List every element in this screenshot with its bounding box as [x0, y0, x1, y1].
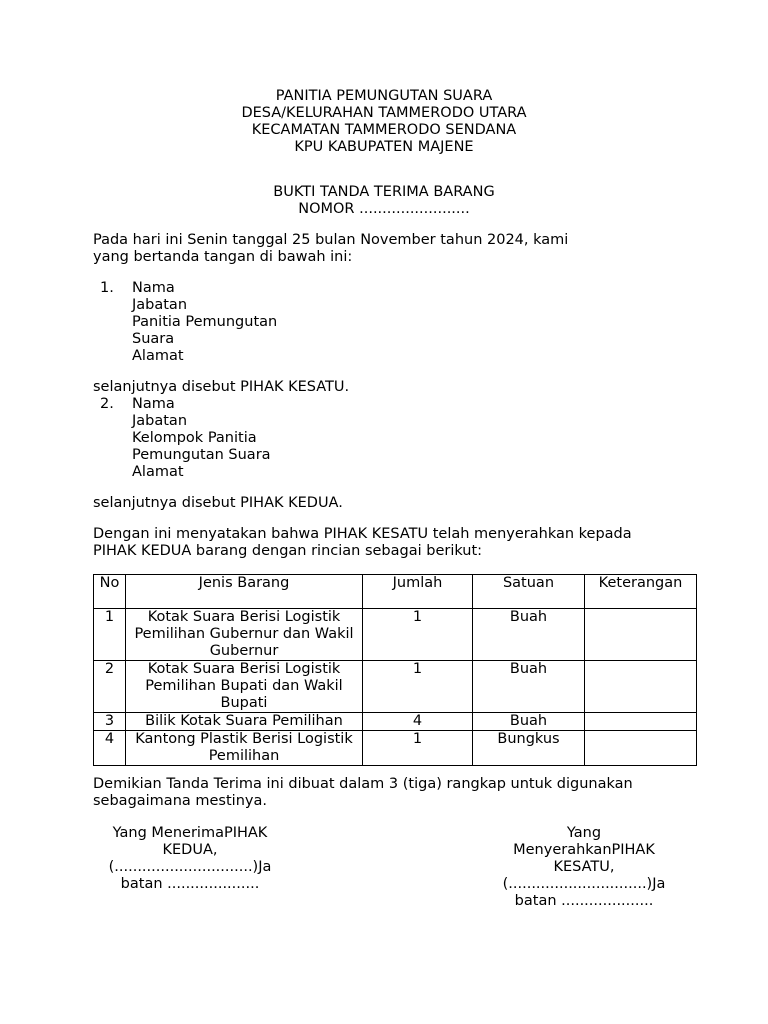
intro-line-1: Pada hari ini Senin tanggal 25 bulan November tahun 2024, kami: [93, 232, 569, 248]
cell-jenis-barang: Kantong Plastik Berisi Logistik Pemilihan: [126, 731, 363, 766]
header-jumlah: Jumlah: [363, 575, 473, 609]
document-number: NOMOR ........................: [298, 201, 470, 217]
signature-right-line-2: MenyerahkanPIHAK: [513, 842, 655, 858]
cell-satuan: Bungkus: [473, 731, 585, 766]
header-satuan: Satuan: [473, 575, 585, 609]
signature-right-line-5: batan ....................: [514, 893, 654, 909]
party2-position-value-1: Kelompok Panitia: [132, 430, 257, 446]
cell-keterangan: [585, 661, 697, 713]
party1-details: [132, 280, 277, 365]
party2-name-label: Nama: [132, 396, 175, 412]
table-row: [94, 713, 697, 731]
table-row: [94, 661, 697, 713]
cell-keterangan: [585, 731, 697, 766]
signature-right-line-3: KESATU,: [553, 859, 615, 875]
cell-keterangan: [585, 713, 697, 731]
intro-line-2: yang bertanda tangan di bawah ini:: [93, 249, 353, 265]
statement-line-2: PIHAK KEDUA barang dengan rincian sebagai berikut:: [93, 543, 483, 559]
header-line-committee: PANITIA PEMUNGUTAN SUARA: [275, 88, 493, 104]
party2-position-label: Jabatan: [132, 413, 188, 429]
cell-satuan: Buah: [473, 713, 585, 731]
cell-no: 1: [94, 609, 126, 661]
party1-position-value-2: Suara: [132, 331, 175, 347]
signature-right-line-4: (..............................)Ja: [502, 876, 666, 892]
signature-left: [90, 825, 290, 893]
cell-no: 3: [94, 713, 126, 731]
closing-paragraph: [93, 776, 713, 810]
party1-number: 1.: [100, 280, 114, 296]
header-jenis-barang: Jenis Barang: [126, 575, 363, 609]
table-row: [94, 609, 697, 661]
signature-right-line-1: Yang: [566, 825, 602, 841]
statement-paragraph: [93, 526, 713, 560]
intro-paragraph: [93, 232, 713, 266]
party2-address-label: Alamat: [132, 464, 184, 480]
party1-address-label: Alamat: [132, 348, 184, 364]
cell-jumlah: 1: [363, 609, 473, 661]
closing-line-1: Demikian Tanda Terima ini dibuat dalam 3 (tiga) rangkap untuk digunakan: [93, 776, 633, 792]
party1-position-value-1: Panitia Pemungutan: [132, 314, 278, 330]
header-no: No: [94, 575, 126, 609]
header-line-village: DESA/KELURAHAN TAMMERODO UTARA: [241, 105, 527, 121]
cell-jumlah: 1: [363, 731, 473, 766]
party1-position-label: Jabatan: [132, 297, 188, 313]
signature-left-line-3: (..............................)Ja: [108, 859, 272, 875]
party2-number: 2.: [100, 396, 114, 412]
statement-line-1: Dengan ini menyatakan bahwa PIHAK KESATU telah menyerahkan kepada: [93, 526, 632, 542]
cell-jenis-barang: Bilik Kotak Suara Pemilihan: [126, 713, 363, 731]
cell-jumlah: 1: [363, 661, 473, 713]
party1-designation: selanjutnya disebut PIHAK KESATU.: [93, 379, 350, 395]
signature-right: [484, 825, 684, 910]
header-line-regency: KPU KABUPATEN MAJENE: [294, 139, 474, 155]
signature-left-line-4: batan ....................: [120, 876, 260, 892]
cell-jenis-barang: Kotak Suara Berisi Logistik Pemilihan Gubernur dan Wakil Gubernur: [126, 609, 363, 661]
header-line-district: KECAMATAN TAMMERODO SENDANA: [251, 122, 517, 138]
cell-satuan: Buah: [473, 609, 585, 661]
document-header: [0, 88, 768, 156]
title-text: BUKTI TANDA TERIMA BARANG: [273, 184, 495, 200]
cell-keterangan: [585, 609, 697, 661]
header-keterangan: Keterangan: [585, 575, 697, 609]
cell-no: 4: [94, 731, 126, 766]
signature-left-line-1: Yang MenerimaPIHAK: [112, 825, 268, 841]
signature-left-line-2: KEDUA,: [162, 842, 218, 858]
cell-jumlah: 4: [363, 713, 473, 731]
table-row: [94, 731, 697, 766]
party2-designation: selanjutnya disebut PIHAK KEDUA.: [93, 495, 343, 511]
party2-details: [132, 396, 271, 481]
table-header-row: [94, 575, 697, 609]
cell-satuan: Buah: [473, 661, 585, 713]
items-table: [93, 574, 697, 766]
cell-jenis-barang: Kotak Suara Berisi Logistik Pemilihan Bupati dan Wakil Bupati: [126, 661, 363, 713]
party2-position-value-2: Pemungutan Suara: [132, 447, 271, 463]
closing-line-2: sebagaimana mestinya.: [93, 793, 267, 809]
cell-no: 2: [94, 661, 126, 713]
document-title: [0, 184, 768, 218]
party1-name-label: Nama: [132, 280, 175, 296]
